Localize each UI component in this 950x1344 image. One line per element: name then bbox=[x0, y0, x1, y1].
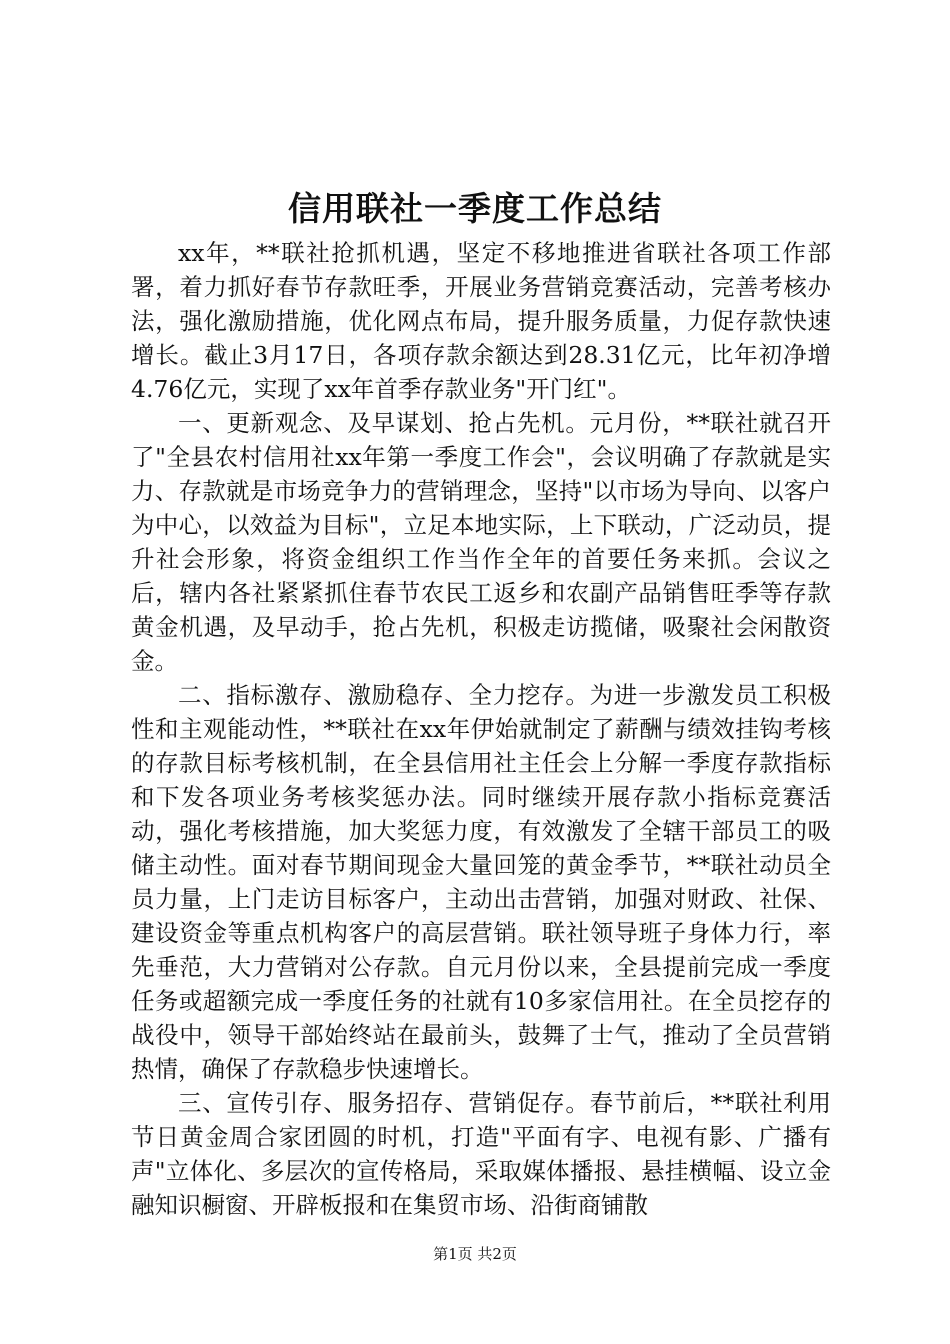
paragraph-intro: xx年，**联社抢抓机遇，坚定不移地推进省联社各项工作部署，着力抓好春节存款旺季，开展业务营销竞赛活动，完善考核办法，强化激励措施，优化网点布局，提升服务质量，力促存款快速增长。截止3月17日，各项存款余额达到28.31亿元，比年初净增4.76亿元，实现了xx年首季存款业务"开门红"。 bbox=[131, 239, 831, 403]
document-title: 信用联社一季度工作总结 bbox=[288, 189, 662, 228]
document-body bbox=[131, 236, 831, 1222]
paragraph-section-2: 二、指标激存、激励稳存、全力挖存。为进一步激发员工积极性和主观能动性，**联社在xx年伊始就制定了薪酬与绩效挂钩考核的存款目标考核机制，在全县信用社主任会上分解一季度存款指标和下发各项业务考核奖惩办法。同时继续开展存款小指标竞赛活动，强化考核措施，加大奖惩力度，有效激发了全辖干部员工的吸储主动性。面对春节期间现金大量回笼的黄金季节，**联社动员全员力量，上门走访目标客户，主动出击营销，加强对财政、社保、建设资金等重点机构客户的高层营销。联社领导班子身体力行，率先垂范，大力营销对公存款。自元月份以来，全县提前完成一季度任务或超额完成一季度任务的社就有10多家信用社。在全员挖存的战役中，领导干部始终站在最前头，鼓舞了士气，推动了全员营销热情，确保了存款稳步快速增长。 bbox=[131, 681, 831, 1083]
paragraph-section-1: 一、更新观念、及早谋划、抢占先机。元月份，**联社就召开了"全县农村信用社xx年第一季度工作会"，会议明确了存款就是实力、存款就是市场竞争力的营销理念，坚持"以市场为导向、以客户为中心，以效益为目标"，立足本地实际，上下联动，广泛动员，提升社会形象，将资金组织工作当作全年的首要任务来抓。会议之后，辖内各社紧紧抓住春节农民工返乡和农副产品销售旺季等存款黄金机遇，及早动手，抢占先机，积极走访揽储，吸聚社会闲散资金。 bbox=[131, 409, 831, 675]
page-number-footer: 第1页 共2页 bbox=[433, 1245, 517, 1263]
paragraph-section-3: 三、宣传引存、服务招存、营销促存。春节前后，**联社利用节日黄金周合家团圆的时机，打造"平面有字、电视有影、广播有声"立体化、多层次的宣传格局，采取媒体播报、悬挂横幅、设立金融知识橱窗、开辟板报和在集贸市场、沿街商铺散 bbox=[131, 1089, 831, 1219]
